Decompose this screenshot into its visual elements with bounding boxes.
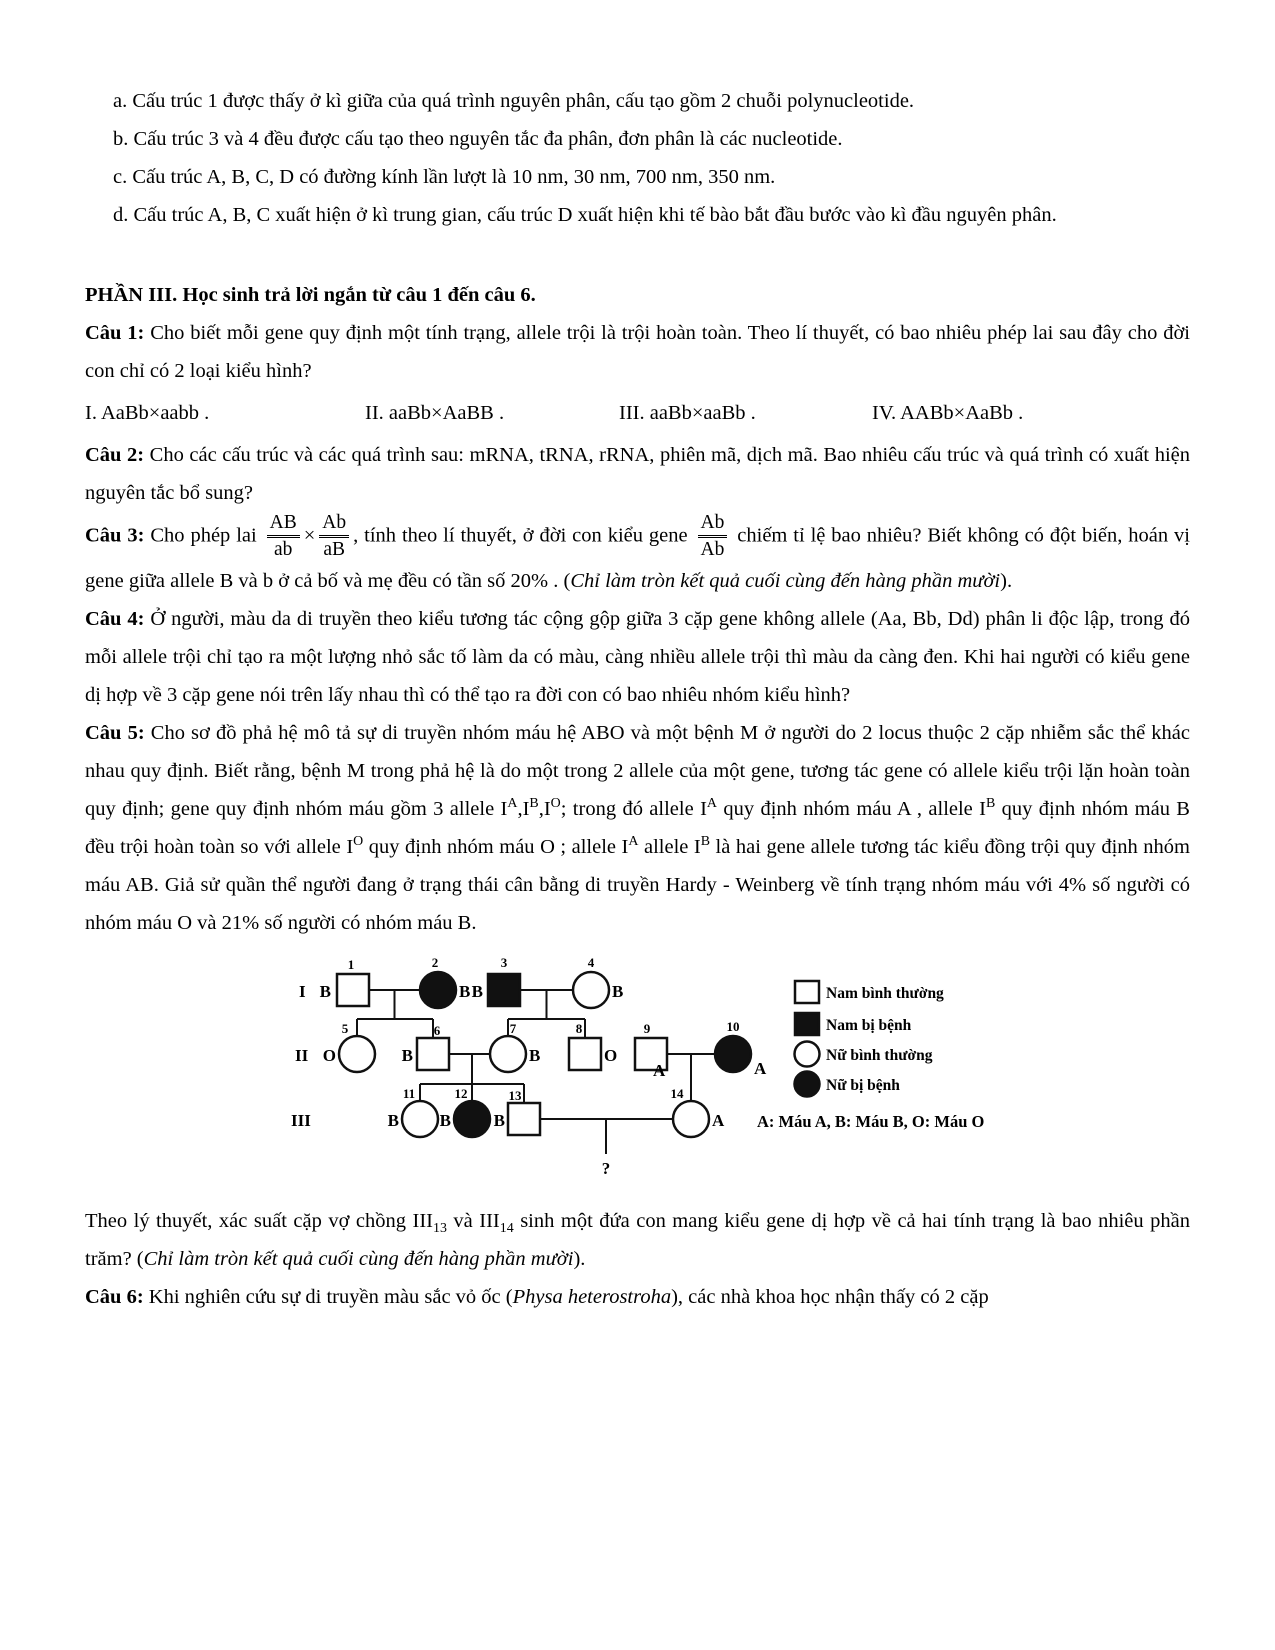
question-6: Câu 6: Khi nghiên cứu sự di truyền màu sắc vỏ ốc (Physa heterostroha), các nhà khoa học nhận thấy có 2 cặp xyxy=(85,1285,989,1308)
person-6-blood: B xyxy=(401,1045,413,1065)
person-10-female-affected xyxy=(715,1036,751,1072)
person-3-blood: B xyxy=(471,981,483,1001)
person-3-number: 3 xyxy=(500,955,508,970)
person-8-number: 8 xyxy=(575,1020,583,1036)
generation-label-1: I xyxy=(299,981,306,1001)
question-1: Câu 1: Cho biết mỗi gene quy định một tính trạng, allele trội là trội hoàn toàn. Theo lí thuyết, có bao nhiêu phép lai sau đây cho đời con chỉ có 2 loại kiểu hình? xyxy=(85,322,1190,382)
legend-male-normal-icon xyxy=(795,981,819,1003)
section-heading: PHẦN III. Học sinh trả lời ngắn từ câu 1 đến câu 6. xyxy=(85,284,536,306)
statement-a: a. Cấu trúc 1 được thấy ở kì giữa của quá trình nguyên phân, cấu tạo gồm 2 chuỗi polynucleotide. xyxy=(113,90,915,112)
legend-female-affected-label: Nữ bị bệnh xyxy=(826,1076,900,1094)
person-5-number: 5 xyxy=(341,1020,349,1036)
person-2-blood: B xyxy=(459,981,471,1001)
legend-female-normal-label: Nữ bình thường xyxy=(826,1046,933,1064)
cross-option-1: I. AaBb×aabb . xyxy=(85,402,210,424)
person-2-female-affected xyxy=(420,972,456,1008)
person-12-number: 12 xyxy=(454,1085,468,1101)
cross-option-3: III. aaBb×aaBb . xyxy=(619,402,756,424)
person-4-blood: B xyxy=(612,981,624,1001)
person-7-female-normal xyxy=(490,1036,526,1072)
person-6-number: 6 xyxy=(433,1022,441,1038)
pedigree-diagram xyxy=(285,956,985,1188)
person-8-male-normal xyxy=(569,1038,601,1070)
person-1-blood: B xyxy=(319,981,331,1001)
question-5-followup: Theo lý thuyết, xác suất cặp vợ chồng $III_{13}$ và $III_{14}$ sinh một đứa con mang kiểu gene dị hợp về cả hai tính trạng là bao nhiêu phần trăm? (Chỉ làm tròn kết quả cuối cùng đến hàng phần mười). xyxy=(85,1209,1190,1270)
person-8-blood: O xyxy=(604,1045,618,1065)
person-5-female-normal xyxy=(339,1036,375,1072)
question-4: Câu 4: Ở người, màu da di truyền theo kiểu tương tác cộng gộp giữa 3 cặp gene không allele (Aa, Bb, Dd) phân li độc lập, trong đó mỗi allele trội chỉ tạo ra một lượng nhỏ sắc tố làm da có màu, càng nhiều allele trội thì màu da càng đen. Khi hai người có kiểu gene dị hợp về 3 cặp gene nói trên lấy nhau thì có thể tạo ra đời con có bao nhiêu nhóm kiểu hình? xyxy=(85,607,1190,706)
person-10-number: 10 xyxy=(726,1018,740,1034)
person-12-blood: B xyxy=(439,1110,451,1130)
person-14-number: 14 xyxy=(670,1085,684,1101)
legend-blood-note: A: Máu A, B: Máu B, O: Máu O xyxy=(757,1111,985,1131)
question-3: Câu 3: Cho phép lai $\frac{AB}{ab}$ × $\frac{Ab}{aB}$ , tính theo lí thuyết, ở đời con kiểu gene $\frac{Ab}{Ab}$ chiếm tỉ lệ bao nhiêu? Biết không có đột biến, hoán vị gene giữa allele B và b ở cả bố và mẹ đều có tần số 20% . (Chỉ làm tròn kết quả cuối cùng đến hàng phần mười). xyxy=(85,512,1190,592)
generation-label-3: III xyxy=(291,1110,311,1130)
legend-female-normal-icon xyxy=(795,1041,820,1066)
person-7-number: 7 xyxy=(509,1020,517,1036)
person-9-number: 9 xyxy=(643,1020,651,1036)
person-11-female-normal xyxy=(402,1101,438,1137)
legend-male-affected-icon xyxy=(795,1013,819,1035)
person-14-female-normal xyxy=(673,1101,709,1137)
person-14-blood: A xyxy=(712,1110,725,1130)
unknown-child-mark: ? xyxy=(601,1158,611,1178)
cross-options-row xyxy=(85,390,1190,436)
person-1-number: 1 xyxy=(347,956,355,972)
person-13-number: 13 xyxy=(508,1087,522,1103)
person-7-blood: B xyxy=(529,1045,541,1065)
question-2: Câu 2: Cho các cấu trúc và các quá trình sau: mRNA, tRNA, rRNA, phiên mã, dịch mã. Bao nhiêu cấu trúc và quá trình có xuất hiện nguyên tắc bổ sung? xyxy=(85,444,1190,504)
person-5-blood: O xyxy=(322,1045,336,1065)
question-5: Câu 5: Cho sơ đồ phả hệ mô tả sự di truyền nhóm máu hệ ABO và một bệnh M ở người do 2 locus thuộc 2 cặp nhiễm sắc thể khác nhau quy định. Biết rằng, bệnh M trong phả hệ là do một trong 2 allele của một gene, tương tác gene có allele kiểu trội lặn hoàn toàn quy định; gene quy định nhóm máu gồm 3 allele $I^A,I^B,I^O$; trong đó allele $I^A$ quy định nhóm máu A , allele $I^B$ quy định nhóm máu B đều trội hoàn toàn so với allele $I^O$ quy định nhóm máu O ; allele $I^A$ allele $I^B$ là hai gene allele tương tác kiểu đồng trội quy định nhóm máu AB. Giả sử quần thể người đang ở trạng thái cân bằng di truyền Hardy - Weinberg về tính trạng nhóm máu với 4% số người có nhóm máu O và 21% số người có nhóm máu B. xyxy=(85,721,1191,934)
person-2-number: 2 xyxy=(431,955,439,970)
person-4-number: 4 xyxy=(587,955,595,970)
person-6-male-normal xyxy=(417,1038,449,1070)
cross-option-2: II. aaBb×AaBB . xyxy=(365,402,505,424)
person-1-male-normal xyxy=(337,974,369,1006)
person-12-female-affected xyxy=(454,1101,490,1137)
person-11-blood: B xyxy=(387,1110,399,1130)
generation-label-2: II xyxy=(295,1045,309,1065)
person-9-blood: A xyxy=(653,1060,666,1080)
person-11-number: 11 xyxy=(402,1085,416,1101)
statement-b: b. Cấu trúc 3 và 4 đều được cấu tạo theo nguyên tắc đa phân, đơn phân là các nucleotide. xyxy=(113,128,843,150)
legend-male-affected-label: Nam bị bệnh xyxy=(826,1016,912,1034)
person-10-blood: A xyxy=(754,1058,767,1078)
person-3-male-affected xyxy=(488,974,520,1006)
person-13-blood: B xyxy=(493,1110,505,1130)
statement-d: d. Cấu trúc A, B, C xuất hiện ở kì trung gian, cấu trúc D xuất hiện khi tế bào bắt đầu bước vào kì đầu nguyên phân. xyxy=(113,204,1057,226)
legend-female-affected-icon xyxy=(795,1071,820,1096)
person-4-female-normal xyxy=(573,972,609,1008)
statement-c: c. Cấu trúc A, B, C, D có đường kính lần lượt là 10 nm, 30 nm, 700 nm, 350 nm. xyxy=(113,166,776,188)
legend-male-normal-label: Nam bình thường xyxy=(826,984,944,1002)
person-13-male-normal xyxy=(508,1103,540,1135)
cross-option-4: IV. AABb×AaBb . xyxy=(872,402,1024,424)
